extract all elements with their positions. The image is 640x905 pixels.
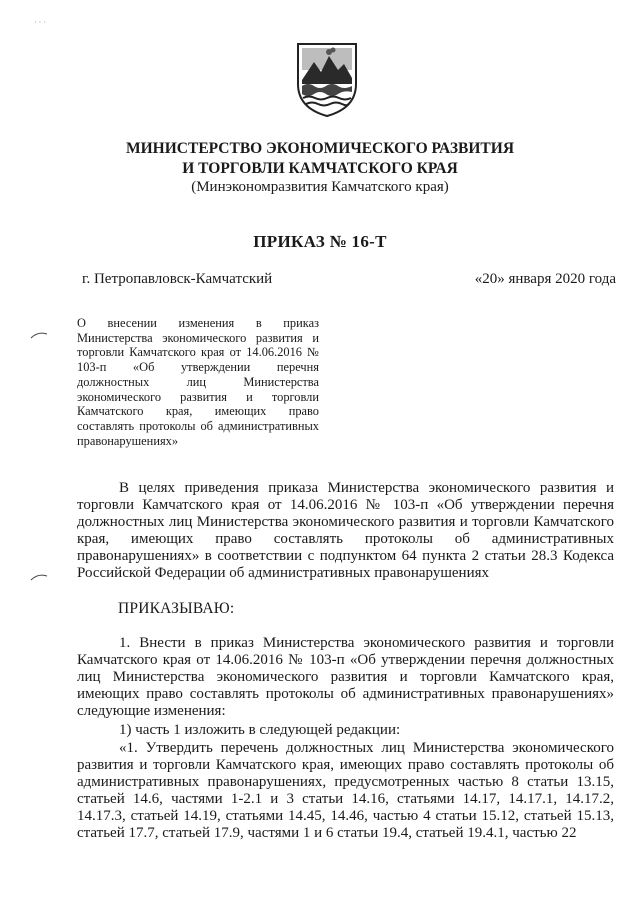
margin-mark-icon [30,330,48,340]
ministry-short-name: (Минэкономразвития Камчатского края) [191,179,449,195]
order-city: г. Петропавловск-Камчатский [82,271,273,287]
order-title: ПРИКАЗ № 16-Т [253,232,387,251]
order-item-1: 1. Внести в приказ Министерства экономического развития и торговли Камчатского края от 14.06.2016 № 103-п «Об утверждении перечня должностных лиц Министерства экономического развития и торговли Камчатского края, имеющих право составлять протоколы об административных правонарушениях» следующие изменения: [77,635,614,720]
order-subject: О внесении изменения в приказ Министерства экономического развития и торговли Камчатского края от 14.06.2016 № 103-п «Об утверждении перечня должностных лиц Министерства экономического развития и торговли Камчатского края, имеющих право составлять протоколы об административных правонарушениях» [77,316,319,448]
order-directive-heading: ПРИКАЗЫВАЮ: [118,600,235,617]
kamchatka-coat-of-arms-icon [294,40,360,118]
margin-mark-icon [30,572,48,582]
ministry-name-line2: И ТОРГОВЛИ КАМЧАТСКОГО КРАЯ [182,160,458,177]
order-date: «20» января 2020 года [474,271,616,287]
order-subitem-1: 1) часть 1 изложить в следующей редакции: [119,722,401,738]
intro-paragraph: В целях приведения приказа Министерства экономического развития и торговли Камчатского края от 14.06.2016 № 103-п «Об утверждении перечня должностных лиц Министерства экономического развития и торговли Камчатского края, имеющих право составлять протоколы об административных правонарушениях» в соответствии с подпунктом 64 пункта 2 статьи 28.3 Кодекса Российской Федерации об административных правонарушениях [77,480,614,582]
ministry-name-line1: МИНИСТЕРСТВО ЭКОНОМИЧЕСКОГО РАЗВИТИЯ [125,140,515,157]
order-quoted-text: «1. Утвердить перечень должностных лиц Министерства экономического развития и торговли Камчатского края, имеющих право составлять протоколы об административных правонарушениях, предусмотренных частью 8 статьи 13.15, статьей 14.6, частями 1-2.1 и 3 статьи 14.16, статьями 14.17, 14.17.1, 14.17.2, 14.17.3, статьей 14.19, статьями 14.45, 14.46, частью 4 статьи 15.12, статьей 15.13, статьей 17.7, статьей 17.9, частями 1 и 6 статьи 19.4, статьей 19.4.1, частью 22 [77,740,614,842]
scan-artifact: · · · [34,18,46,27]
